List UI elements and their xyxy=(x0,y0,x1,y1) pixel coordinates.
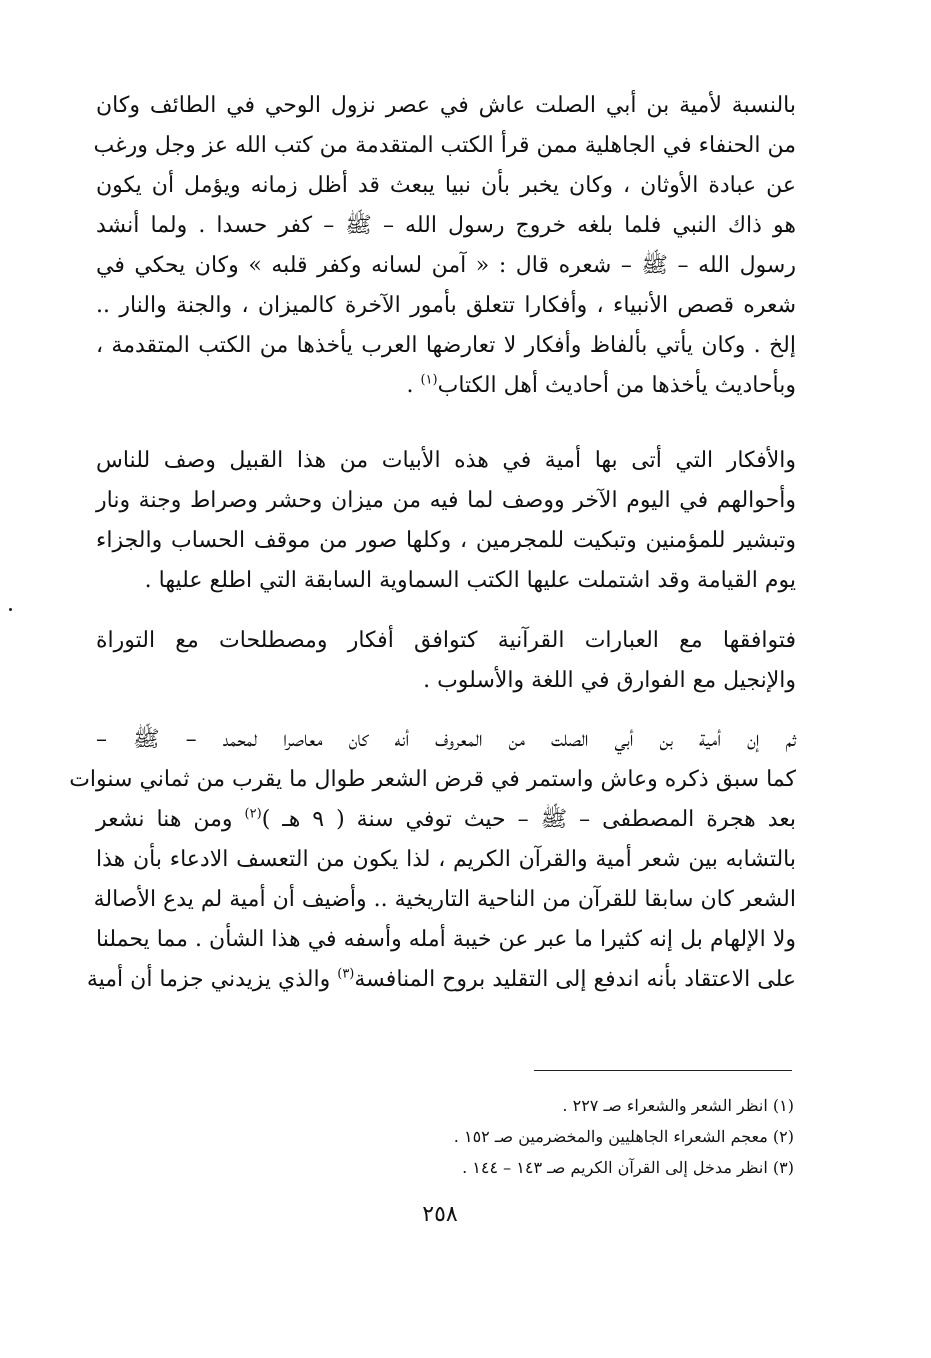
text-line: وأحوالهم في اليوم الآخر ووصف لما فيه من ميزان وحشر وصراط وجنة ونار xyxy=(96,488,796,513)
paragraph-3 xyxy=(96,621,796,701)
text-line: وتبشير للمؤمنين وتبكيت للمجرمين ، وكلها صور من موقف الحساب والجزاء xyxy=(96,528,796,553)
footnotes xyxy=(300,1090,794,1183)
text-line: ثم إن أمية بن أبي الصلت من المعروف أنه كان معاصرا لمحمد – ﷺ – xyxy=(96,727,796,752)
text-segment: وبأحاديث يأخذها من أحاديث أهل الكتاب xyxy=(437,373,796,398)
text-line xyxy=(96,366,796,406)
text-line: يوم القيامة وقد اشتملت عليها الكتب السماوية السابقة التي اطلع عليها . xyxy=(144,568,796,593)
text-line: إلخ . وكان يأتي بألفاظ وأفكار لا تعارضها العرب يأخذها من الكتب المتقدمة ، xyxy=(96,333,796,358)
text-line: والأفكار التي أتى بها أمية في هذه الأبيات من هذا القبيل وصف للناس xyxy=(96,448,796,473)
text-line: الشعر كان سابقا للقرآن من الناحية التاريخية .. وأضيف أن أمية لم يدع الأصالة xyxy=(93,887,796,912)
text-line xyxy=(96,800,796,840)
footnote-reference-3: (٣) xyxy=(337,966,355,982)
text-line: رسول الله – ﷺ – شعره قال : « آمن لسانه وكفر قلبه » وكان يحكي في xyxy=(96,253,796,278)
text-line: كما سبق ذكره وعاش واستمر في قرض الشعر طوال ما يقرب من ثماني سنوات xyxy=(69,767,796,792)
text-line: ولا الإلهام بل إنه كثيرا ما عبر عن خيبة أمله وأسفه في هذا الشأن . مما يحملنا xyxy=(96,927,796,952)
text-segment: والذي يزيدني جزما أن أمية xyxy=(86,967,338,992)
text-segment: بعد هجرة المصطفى – ﷺ – حيث توفي سنة ( ٩ هـ ) xyxy=(261,807,796,832)
paragraph-1 xyxy=(93,86,796,406)
paragraph-4 xyxy=(69,720,796,1000)
text-line: هو ذاك النبي فلما بلغه خروج رسول الله – ﷺ – كفر حسدا . ولما أنشد xyxy=(96,213,796,238)
text-line: من الحنفاء في الجاهلية ممن قرأ الكتب المتقدمة من كتب الله عز وجل ورغب xyxy=(93,133,796,158)
footnote-reference-1: (١) xyxy=(420,372,438,388)
text-segment: ومن هنا نشعر xyxy=(96,807,245,832)
page-number: ٢٥٨ xyxy=(422,1202,458,1227)
footnote-reference-2: (٢) xyxy=(244,806,262,822)
text-line xyxy=(86,960,796,1000)
footnote-2: (٢) معجم الشعراء الجاهليين والمخضرمين صـ ١٥٢ . xyxy=(453,1127,794,1146)
text-line: بالنسبة لأمية بن أبي الصلت عاش في عصر نزول الوحي في الطائف وكان xyxy=(96,93,796,118)
footnote-1: (١) انظر الشعر والشعراء صـ ٢٢٧ . xyxy=(562,1096,794,1115)
text-segment: على الاعتقاد بأنه اندفع إلى التقليد بروح المنافسة xyxy=(354,967,796,992)
text-line: والإنجيل مع الفوارق في اللغة والأسلوب . xyxy=(423,668,796,693)
scan-speck xyxy=(9,608,12,611)
text-line: عن عبادة الأوثان ، وكان يخبر بأن نبيا يبعث قد أظل زمانه ويؤمل أن يكون xyxy=(96,173,796,198)
paragraph-2 xyxy=(96,441,796,601)
text-line: فتوافقها مع العبارات القرآنية كتوافق أفكار ومصطلحات مع التوراة xyxy=(96,628,796,653)
text-segment: . xyxy=(406,373,421,398)
text-line: بالتشابه بين شعر أمية والقرآن الكريم ، لذا يكون من التعسف الادعاء بأن هذا xyxy=(96,847,796,872)
text-line: شعره قصص الأنبياء ، وأفكارا تتعلق بأمور الآخرة كالميزان ، والجنة والنار .. xyxy=(96,293,796,318)
footnote-3: (٣) انظر مدخل إلى القرآن الكريم صـ ١٤٣ – ١٤٤ . xyxy=(462,1158,794,1177)
footnote-divider xyxy=(534,1070,792,1071)
